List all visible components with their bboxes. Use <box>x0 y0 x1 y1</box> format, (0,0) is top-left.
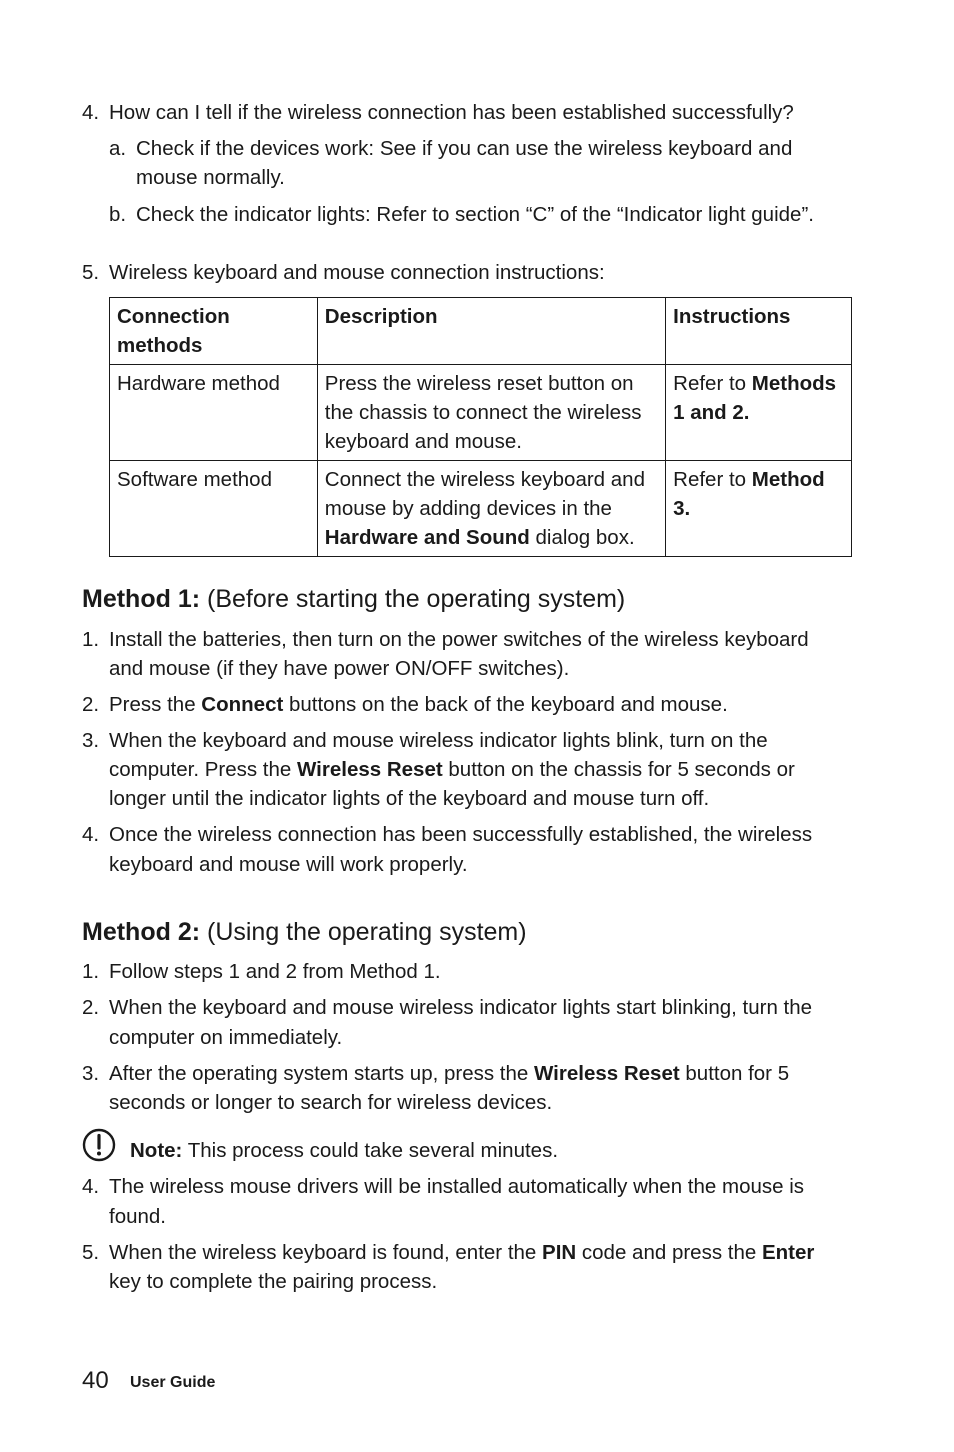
q4a-line2: mouse normally. <box>136 166 285 189</box>
m2-step1-text: Follow steps 1 and 2 from Method 1. <box>109 960 441 983</box>
desc-suffix: dialog box. <box>529 526 635 549</box>
instr-methods-ref: Methods 1 and 2. <box>673 372 837 424</box>
m2-step5-mid: code and press the <box>576 1241 762 1264</box>
method1-heading <box>82 583 625 615</box>
m1-step3-wireless-reset: Wireless Reset <box>297 758 443 781</box>
instr-prefix: Refer to <box>673 468 752 491</box>
q4-text: How can I tell if the wireless connection has been established successfully? <box>109 101 794 124</box>
header-connection-methods: Connection methods <box>110 298 318 365</box>
footer-label: User Guide <box>130 1374 216 1391</box>
m2-step3-post: button for 5 <box>679 1062 790 1085</box>
m1-step3-line3: longer until the indicator lights of the keyboard and mouse turn off. <box>109 787 710 810</box>
table-header-row <box>110 298 852 365</box>
m2-step3-number: 3. <box>82 1062 100 1085</box>
q5-number: 5. <box>82 261 100 284</box>
note-text <box>130 1136 558 1166</box>
q4a-line1: Check if the devices work: See if you can use the wireless keyboard and <box>136 137 793 160</box>
page-number: 40 <box>82 1367 109 1394</box>
table-row <box>110 461 852 557</box>
q4a-letter: a. <box>109 137 127 160</box>
method2-title-rest: (Using the operating system) <box>200 918 527 946</box>
m1-step2-connect: Connect <box>201 693 284 716</box>
m2-step2-line1: When the keyboard and mouse wireless indicator lights start blinking, turn the <box>109 996 813 1019</box>
table-row <box>110 365 852 461</box>
m2-step5-number: 5. <box>82 1241 100 1264</box>
m2-step5-pre: When the wireless keyboard is found, enter the <box>109 1241 543 1264</box>
m2-step4-number: 4. <box>82 1175 100 1198</box>
m1-step1-line1: Install the batteries, then turn on the power switches of the wireless keyboard <box>109 628 809 651</box>
method1-title-bold: Method 1: <box>82 585 201 613</box>
m1-step1-number: 1. <box>82 628 100 651</box>
m1-step3-line1: When the keyboard and mouse wireless indicator lights blink, turn on the <box>109 729 768 752</box>
cell-instructions-software <box>666 461 852 557</box>
m1-step3-line2 <box>109 755 795 785</box>
q4b-text: Check the indicator lights: Refer to section “C” of the “Indicator light guide”. <box>136 203 814 226</box>
note-label: Note: <box>130 1139 183 1162</box>
cell-method-software: Software method <box>110 461 318 557</box>
m2-step3-line1 <box>109 1059 789 1089</box>
connection-methods-table <box>109 297 852 557</box>
header-instructions: Instructions <box>666 298 852 365</box>
m2-step3-wireless-reset: Wireless Reset <box>534 1062 680 1085</box>
cell-instructions-hardware <box>666 365 852 461</box>
method2-title-bold: Method 2: <box>82 918 201 946</box>
m1-step2-text <box>109 690 728 720</box>
desc-hardware-and-sound: Hardware and Sound <box>324 526 530 549</box>
m2-step5-pin: PIN <box>542 1241 577 1264</box>
m2-step3-pre: After the operating system starts up, press the <box>109 1062 535 1085</box>
q4b-letter: b. <box>109 203 127 226</box>
q4-number: 4. <box>82 101 100 124</box>
m2-step4-line2: found. <box>109 1205 166 1228</box>
m1-step4-line1: Once the wireless connection has been successfully established, the wireless <box>109 823 813 846</box>
method1-title-rest: (Before starting the operating system) <box>200 585 626 613</box>
instr-method-ref: Method 3. <box>673 468 825 520</box>
instr-prefix: Refer to <box>673 372 752 395</box>
cell-method-hardware: Hardware method <box>110 365 318 461</box>
m2-step5-line2: key to complete the pairing process. <box>109 1270 438 1293</box>
m1-step3-l2post: button on the chassis for 5 seconds or <box>442 758 795 781</box>
exclamation-circle-icon <box>82 1128 116 1162</box>
m1-step3-number: 3. <box>82 729 100 752</box>
m1-step4-number: 4. <box>82 823 100 846</box>
cell-description-software <box>317 461 665 557</box>
m1-step2-number: 2. <box>82 693 100 716</box>
m2-step5-line1 <box>109 1238 814 1268</box>
m2-step2-number: 2. <box>82 996 100 1019</box>
m2-step1-number: 1. <box>82 960 100 983</box>
m1-step4-line2: keyboard and mouse will work properly. <box>109 853 468 876</box>
m1-step1-line2: and mouse (if they have power ON/OFF switches). <box>109 657 570 680</box>
cell-description-hardware: Press the wireless reset button on the chassis to connect the wireless keyboard and mouse. <box>317 365 665 461</box>
m2-step3-line2: seconds or longer to search for wireless devices. <box>109 1091 553 1114</box>
note-body: This process could take several minutes. <box>182 1139 559 1162</box>
m1-step3-l2pre: computer. Press the <box>109 758 298 781</box>
m2-step5-enter: Enter <box>761 1241 815 1264</box>
m2-step4-line1: The wireless mouse drivers will be installed automatically when the mouse is <box>109 1175 805 1198</box>
method2-heading <box>82 916 527 948</box>
header-description: Description <box>317 298 665 365</box>
q5-text: Wireless keyboard and mouse connection instructions: <box>109 261 605 284</box>
desc-prefix: Connect the wireless keyboard and mouse by adding devices in the <box>324 468 645 520</box>
m1-step2-pre: Press the <box>109 693 202 716</box>
m2-step2-line2: computer on immediately. <box>109 1026 343 1049</box>
m1-step2-post: buttons on the back of the keyboard and mouse. <box>283 693 728 716</box>
